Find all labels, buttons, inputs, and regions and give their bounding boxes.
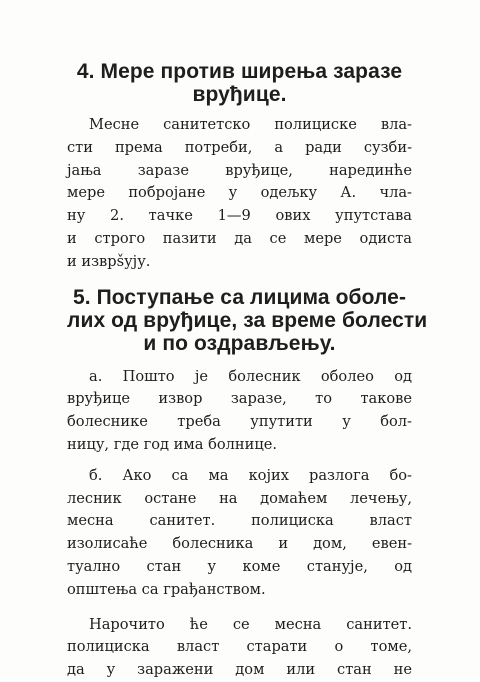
section-5-paragraph-b [67, 465, 412, 602]
text-line: да у заражени дом или стан не [67, 661, 412, 679]
section-4-heading [67, 60, 412, 106]
text-line: Нарочито ће се месна санитет. [89, 615, 412, 633]
heading-line: и по оздрављењу. [143, 331, 336, 355]
section-5-paragraph-c [67, 614, 412, 682]
text-line: јања заразе вруђице, нарединће [67, 161, 412, 179]
text-line: мере побројане у одељку А. чла- [67, 184, 412, 202]
text-line: сти према потреби, а ради сузби- [67, 138, 412, 156]
text-line: и изврšују. [67, 252, 151, 270]
section-4-paragraph [67, 114, 412, 274]
text-line: б. Ако са ма којих разлога бо- [89, 466, 412, 484]
section-5-paragraph-a [67, 366, 412, 457]
heading-line: 5. Поступање са лицима оболе- [72, 285, 407, 309]
text-line: ницу, где год има болнице. [67, 435, 278, 453]
text-line: лесник остане на домаћем лечењу, [67, 489, 412, 507]
text-line: а. Пошто је болесник оболео од [89, 367, 412, 385]
text-line: ну 2. тачке 1—9 ових упутстава [67, 207, 412, 225]
text-line: изолисаће болесника и дом, евен- [67, 535, 412, 553]
text-line: туално стан у коме станује, од [67, 557, 412, 575]
text-line: и строго пазити да се мере одиста [67, 229, 412, 247]
heading-line: вруђице. [192, 83, 287, 106]
heading-line: лих од вруђице, за време болести [67, 308, 428, 332]
text-line: болеснике треба упутити у бол- [67, 413, 412, 431]
text-line: месна санитет. полициска власт [67, 512, 412, 530]
text-line: вруђице извор заразе, то такове [67, 390, 412, 408]
page-content [67, 60, 428, 682]
text-line: полициска власт старати о томе, [67, 638, 412, 656]
text-line: Месне санитетско полициске вла- [89, 116, 412, 133]
text-line: општења са грађанством. [67, 580, 266, 598]
section-5-heading [67, 285, 428, 355]
heading-line: 4. Мере против ширења заразе [76, 60, 403, 83]
